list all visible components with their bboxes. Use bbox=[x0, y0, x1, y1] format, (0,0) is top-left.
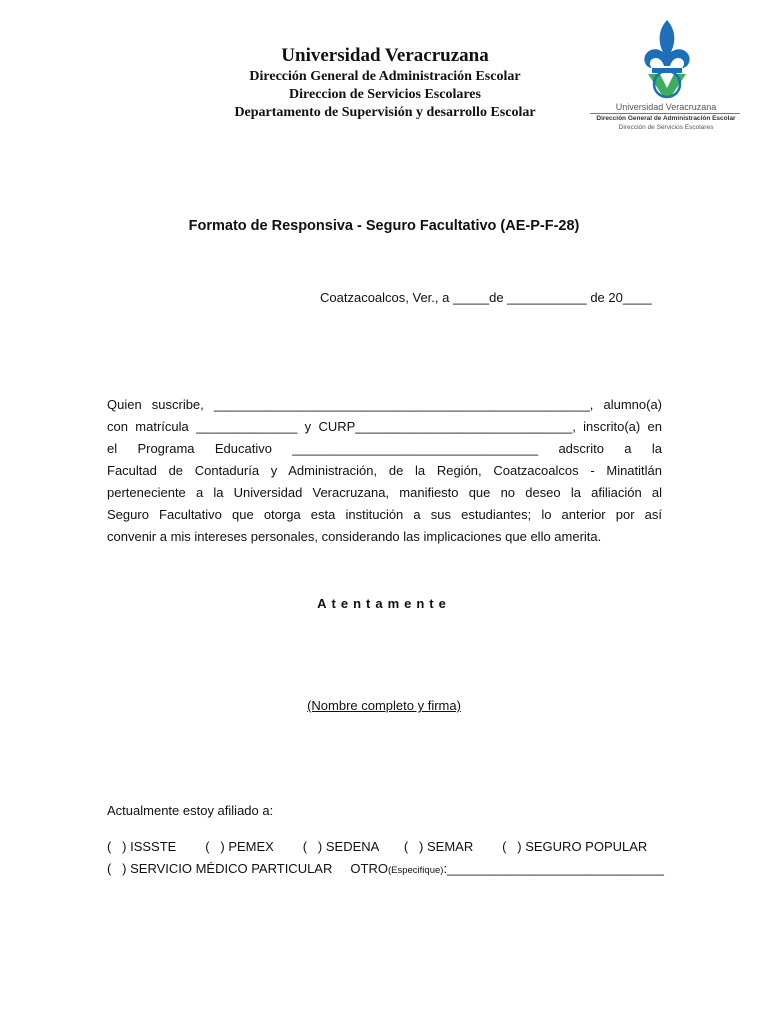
other-blank: :______________________________ bbox=[443, 861, 664, 876]
logo-line-1: Dirección General de Administración Escolar bbox=[596, 115, 736, 122]
document-header bbox=[180, 44, 590, 122]
header-line-3: Departamento de Supervisión y desarrollo Escolar bbox=[234, 105, 536, 120]
option-servicio-medico: ( ) SERVICIO MÉDICO PARTICULAR OTRO bbox=[107, 861, 388, 876]
logo-university-name: Universidad Veracruzana bbox=[615, 102, 717, 112]
affiliation-options-row-1: ( ) ISSSTE ( ) PEMEX ( ) SEDENA ( ) SEMAR ( ) SEGURO POPULAR bbox=[107, 839, 648, 854]
specify-label: (Especifique) bbox=[387, 865, 444, 876]
paragraph-line: el Programa Educativo __________________________________ adscrito a la bbox=[107, 441, 662, 456]
paragraph-line: Quien suscribe, ____________________________________________________, alumno(a) bbox=[107, 397, 662, 412]
closing-atentamente: Atentamente bbox=[317, 596, 451, 611]
paragraph-line: Seguro Facultativo que otorga esta institución a sus estudiantes; lo anterior por así bbox=[107, 507, 662, 522]
header-line-2: Direccion de Servicios Escolares bbox=[289, 87, 481, 102]
declaration-paragraph bbox=[107, 394, 662, 548]
logo-line-2: Dirección de Servicios Escolares bbox=[618, 124, 714, 131]
university-name: Universidad Veracruzana bbox=[281, 45, 489, 66]
paragraph-line: convenir a mis intereses personales, considerando las implicaciones que ello amerita. bbox=[107, 529, 602, 544]
form-title: Formato de Responsiva - Seguro Facultativo (AE-P-F-28) bbox=[188, 218, 580, 234]
paragraph-line: perteneciente a la Universidad Veracruzana, manifiesto que no deseo la afiliación al bbox=[107, 485, 662, 500]
affiliation-options-row-2 bbox=[107, 861, 664, 876]
header-line-1: Dirección General de Administración Escolar bbox=[249, 69, 521, 84]
signature-label: (Nombre completo y firma) bbox=[307, 698, 461, 713]
university-logo bbox=[586, 16, 746, 144]
paragraph-line: Facultad de Contaduría y Administración, de la Región, Coatzacoalcos - Minatitlán bbox=[107, 463, 662, 478]
flor-de-lis-logo-icon bbox=[636, 18, 698, 100]
affiliation-label: Actualmente estoy afiliado a: bbox=[107, 803, 274, 818]
paragraph-line: con matrícula ______________ y CURP______________________________, inscrito(a) en bbox=[107, 419, 662, 434]
date-line: Coatzacoalcos, Ver., a _____de ___________ de 20____ bbox=[320, 290, 652, 305]
logo-divider bbox=[590, 113, 740, 114]
